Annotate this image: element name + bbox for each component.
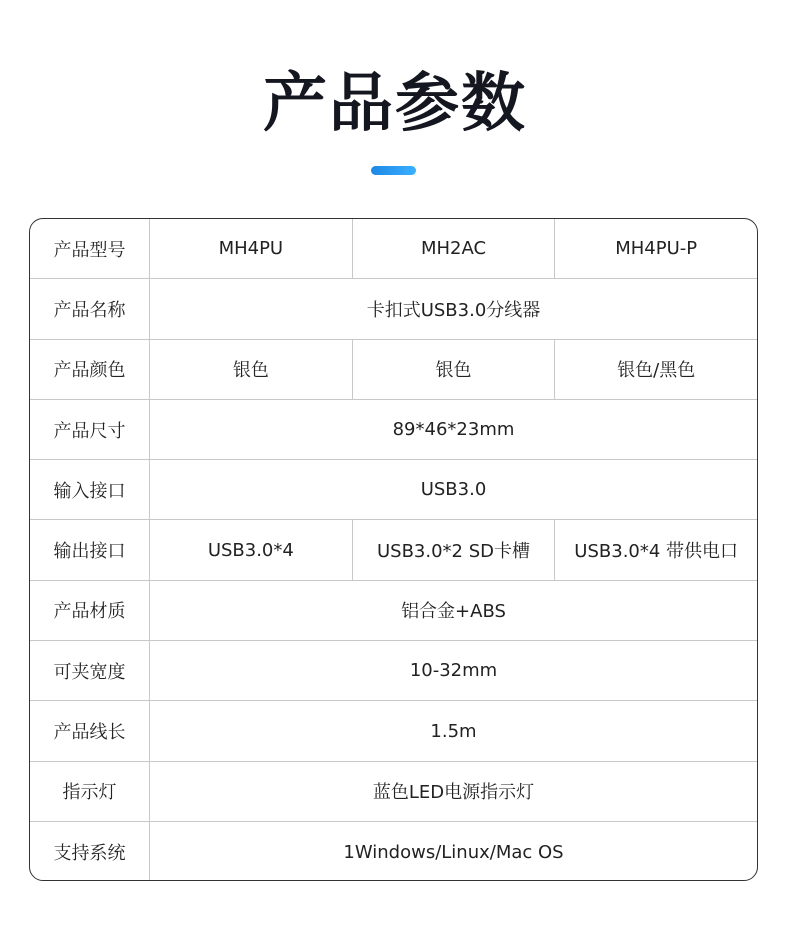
row-label: 产品线长 (30, 701, 150, 760)
row-value: USB3.0 (420, 479, 487, 501)
spec-row-os (30, 822, 757, 881)
spec-table (29, 218, 758, 881)
row-value: USB3.0*4 带供电口 (574, 541, 739, 563)
spec-row-material (30, 581, 757, 641)
title-accent-bar (371, 166, 416, 175)
spec-row-indicator (30, 762, 757, 822)
spec-row-color (30, 340, 757, 400)
row-label: 可夹宽度 (30, 641, 150, 700)
row-value: 银色 (150, 340, 353, 399)
row-label: 支持系统 (30, 822, 150, 881)
spec-row-input (30, 460, 757, 520)
row-value: USB3.0*2 SD卡槽 (353, 520, 556, 579)
row-label: 产品名称 (30, 279, 150, 338)
spec-row-name (30, 279, 757, 339)
spec-row-cable-length (30, 701, 757, 761)
row-value: 银色 (353, 340, 556, 399)
row-label: 输出接口 (30, 520, 150, 579)
row-value: 银色/黑色 (617, 360, 696, 382)
page-title: 产品参数 (263, 67, 527, 141)
row-value: 89*46*23mm (392, 419, 515, 441)
spec-row-output (30, 520, 757, 580)
row-value: 1.5m (430, 720, 477, 742)
spec-row-size (30, 400, 757, 460)
row-label: 产品颜色 (30, 340, 150, 399)
spec-row-model (30, 219, 757, 279)
row-value: 1Windows/Linux/Mac OS (343, 841, 564, 863)
row-value: 10-32mm (409, 660, 498, 682)
row-label: 产品尺寸 (30, 400, 150, 459)
row-label: 产品型号 (30, 219, 150, 278)
row-value: USB3.0*4 (150, 520, 353, 579)
spec-row-clamp-width (30, 641, 757, 701)
row-label: 输入接口 (30, 460, 150, 519)
row-value: MH4PU (150, 219, 353, 278)
row-value: 铝合金+ABS (401, 601, 506, 623)
row-value: MH4PU-P (615, 238, 698, 260)
row-value: MH2AC (353, 219, 556, 278)
row-value: 卡扣式USB3.0分线器 (366, 299, 541, 321)
row-value: 蓝色LED电源指示灯 (372, 782, 535, 804)
row-label: 指示灯 (30, 762, 150, 821)
row-label: 产品材质 (30, 581, 150, 640)
